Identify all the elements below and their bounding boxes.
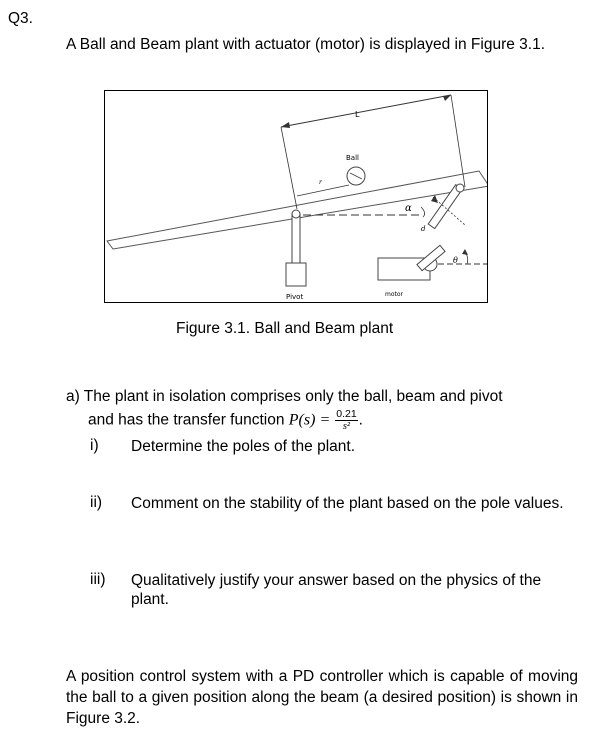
item-label-i: i) [90, 437, 99, 454]
final-paragraph: A position control system with a PD controller which is capable of moving the ball to a given position along the beam (a desired position) is shown in Figure 3.2. [66, 668, 578, 727]
d-label: d [421, 225, 426, 233]
length-label: L [355, 110, 360, 119]
pivot-label: Pivot [286, 293, 304, 301]
ball-and-beam-figure [104, 90, 488, 303]
tf-lhs: P(s) = [288, 411, 335, 429]
r-label: r [319, 179, 322, 186]
pivot-base [286, 263, 306, 286]
r-arrow [297, 185, 349, 196]
motor-label: motor [385, 291, 404, 298]
intro-paragraph: A Ball and Beam plant with actuator (motor) is displayed in Figure 3.1. [66, 36, 546, 53]
tf-fraction [335, 409, 357, 432]
pivot-post [292, 214, 300, 264]
item-text-iii: Qualitatively justify your answer based on the physics of the plant. [131, 572, 542, 608]
item-text-i: Determine the poles of the plant. [131, 438, 356, 455]
theta-label: θ [453, 256, 458, 265]
item-label-ii: ii) [90, 494, 103, 511]
question-number: Q3. [8, 10, 33, 27]
tf-prefix: and has the transfer function [88, 411, 289, 429]
ball-and-beam-diagram [105, 91, 487, 302]
figure-caption: Figure 3.1. Ball and Beam plant [176, 320, 394, 337]
transfer-function-line [88, 409, 363, 432]
item-text-ii: Comment on the stability of the plant based on the pole values. [131, 495, 564, 512]
tf-numerator: 0.21 [336, 408, 357, 420]
tf-suffix: . [358, 411, 363, 429]
length-arrow [281, 95, 451, 127]
ball-label: Ball [346, 154, 359, 162]
tf-denominator: s² [342, 421, 351, 432]
item-label-iii: iii) [90, 571, 106, 588]
alpha-label: α [405, 203, 412, 214]
part-a-intro: a) The plant in isolation comprises only the ball, beam and pivot [66, 388, 503, 405]
